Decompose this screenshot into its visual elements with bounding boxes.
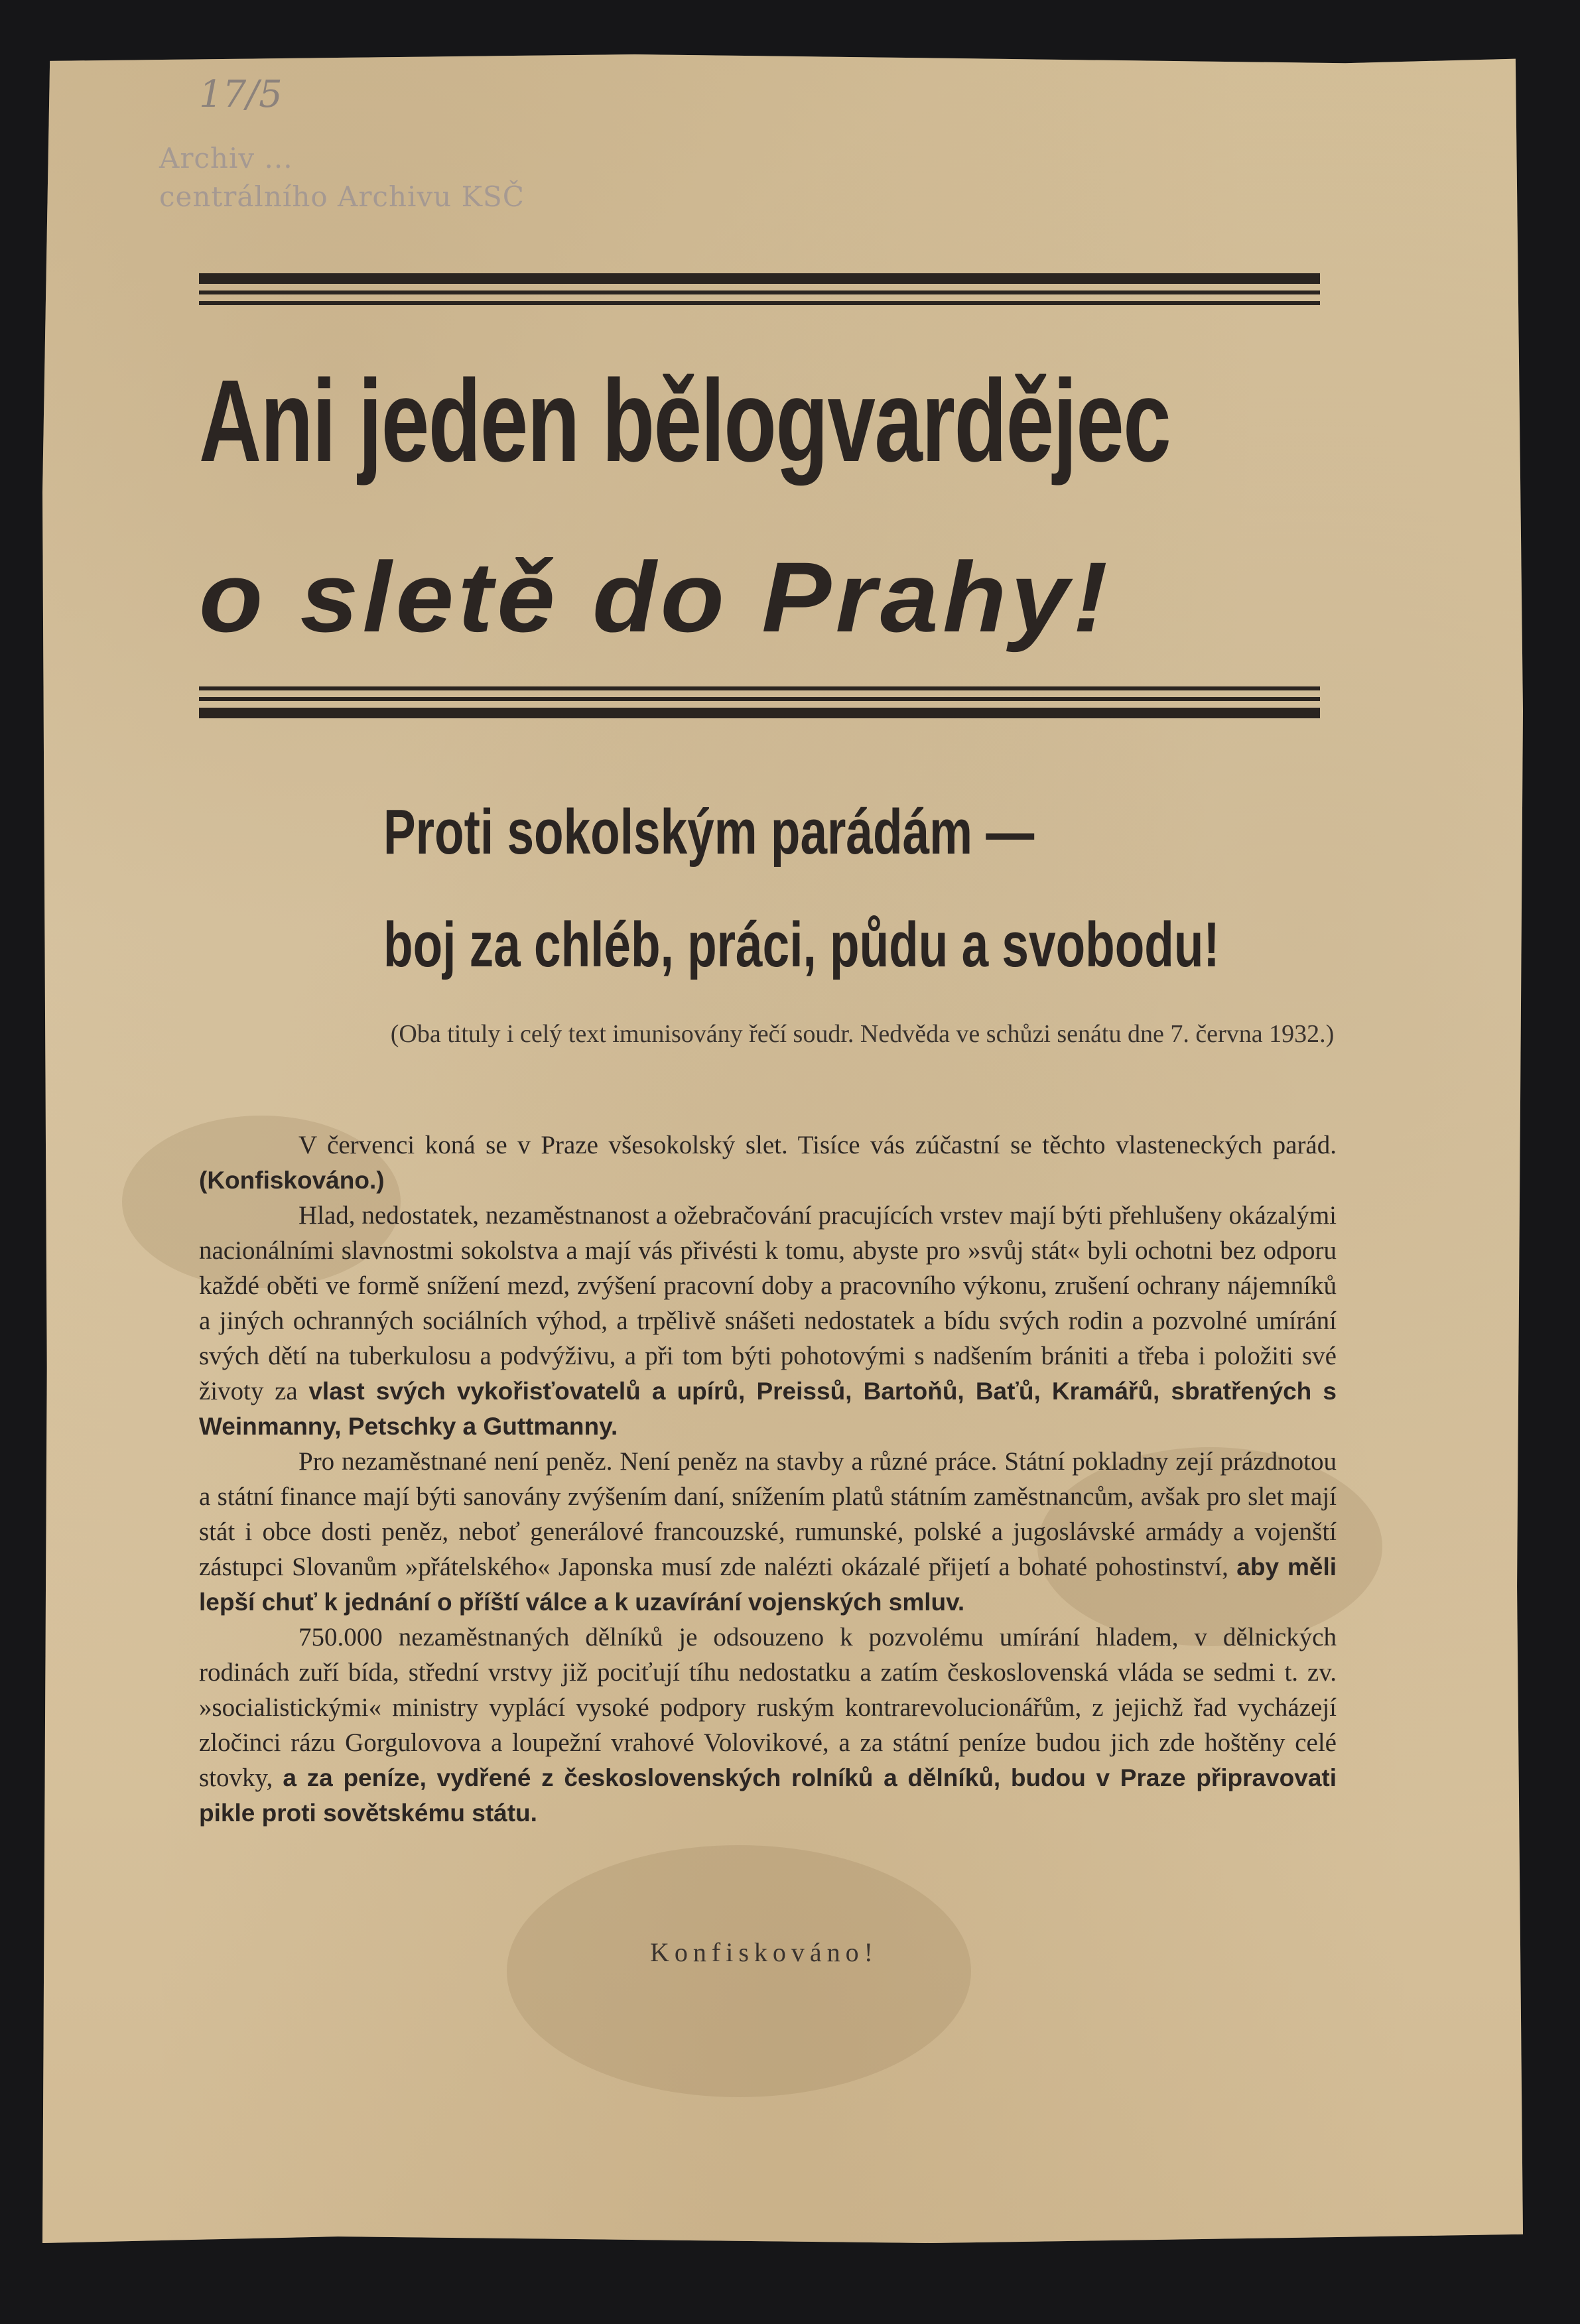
bottom-double-rule — [199, 686, 1320, 718]
paragraph-bold: vlast svých vykořisťovatelů a upírů, Preissů, Bartoňů, Baťů, Kramářů, sbratřených s Weinmanny, Petschky a Guttmanny. — [199, 1378, 1337, 1440]
handwritten-mark: 17/5 — [199, 73, 283, 116]
rule-thin — [199, 301, 1320, 305]
stamp-line: Archiv ... — [159, 142, 293, 174]
leaflet-body — [199, 1128, 1337, 1831]
subheadline-line-2: boj za chléb, práci, půdu a svobodu! — [383, 909, 1220, 980]
rule-thick — [199, 273, 1320, 284]
body-paragraph — [199, 1198, 1337, 1444]
body-paragraph — [199, 1444, 1337, 1620]
paragraph-bold: a za peníze, vydřené z československých rolníků a dělníků, budou v Praze připravovati pikle proti sovětskému státu. — [199, 1764, 1337, 1827]
paragraph-bold: aby měli lepší chuť k jednání o příští válce a k uzavírání vojenských smluv. — [199, 1553, 1337, 1616]
body-paragraph — [199, 1128, 1337, 1198]
rule-thin — [199, 686, 1320, 690]
paper-stain — [507, 1845, 971, 2097]
archive-stamp — [159, 139, 703, 216]
rule-thin — [199, 697, 1320, 701]
paragraph-bold: (Konfiskováno.) — [199, 1167, 385, 1194]
stamp-line: centrálního Archivu KSČ — [159, 180, 525, 213]
subheadline-line-1: Proti sokolským parádám — — [383, 797, 1035, 868]
headline-line-1: Ani jeden bělogvardějec — [199, 356, 1171, 486]
rule-thick — [199, 708, 1320, 718]
top-double-rule — [199, 273, 1320, 305]
paragraph-text: V červenci koná se v Praze všesokolský slet. Tisíce vás zúčastní se těchto vlasteneckých parád. — [298, 1131, 1337, 1159]
closing-confiscated: Konfiskováno! — [650, 1937, 878, 1967]
paragraph-text: 750.000 nezaměstnaných dělníků je odsouzeno k pozvolému umírání hladem, v dělnických rodinách zuří bída, střední vrstvy již pociťují tíhu nedostatku a zatím československá vláda se sedmi t. zv. »socialistickými« ministry vyplácí vysoké podpory ruským kontrarevolucionářům, z jejichž řad vycházejí zločinci rázu Gorgulovova a loupežní vrahové Volovikové, a za státní peníze budou jich zde hoštěny celé stovky, — [199, 1623, 1337, 1792]
paragraph-text: Hlad, nedostatek, nezaměstnanost a ožebračování pracujících vrstev mají býti přehlušeny okázalými nacionálními slavnostmi sokolstva a mají vás přivésti k tomu, abyste pro »svůj stát« byli ochotni bez odporu každé oběti ve formě snížení mezd, zvýšení pracovní doby a pracovního výkonu, zrušení ochrany nájemníků a jiných ochranných sociálních výhod, a trpělivě snášeti nedostatek a bídu svých rodin a pozvolné umírání svých dětí na tuberkulosu a podvýživu, a při tom býti pohotovými s nadšením brániti a třeba i položiti své životy za — [199, 1201, 1337, 1405]
rule-thin — [199, 290, 1320, 294]
headline-line-2: o sletě do Prahy! — [199, 541, 1112, 653]
immunity-note: (Oba tituly i celý text imunisovány řečí soudr. Nedvěda ve schůzi senátu dne 7. června 1932.) — [390, 1020, 1335, 1048]
body-paragraph — [199, 1620, 1337, 1831]
paragraph-text: Pro nezaměstnané není peněz. Není peněz na stavby a různé práce. Státní pokladny zejí prázdnotou a státní finance mají býti sanovány zvýšením daní, snížením platů státním zaměstnancům, avšak pro slet mají stát i obce dosti peněz, neboť generálové francouzské, rumunské, polské a jugoslávské armády a vojenští zástupci Slovanům »přátelského« Japonska musí zde nalézti okázalé přijetí a bohaté pohostinství, — [199, 1447, 1337, 1581]
